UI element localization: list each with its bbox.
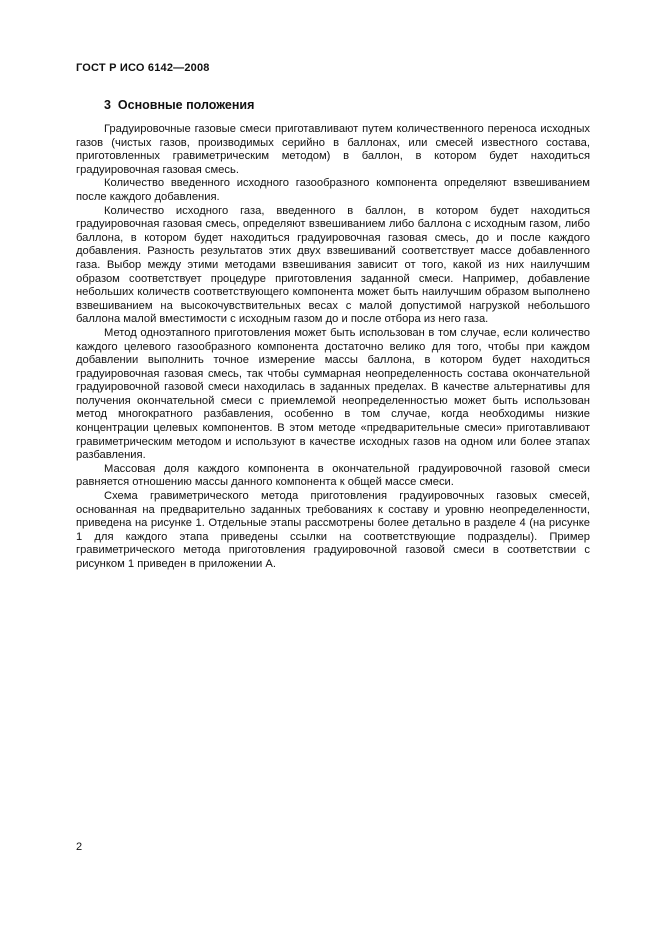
paragraph: Массовая доля каждого компонента в окончательной градуировочной газовой смеси равняется отношению массы данного компонента к общей массе смеси. [76, 462, 590, 489]
page-content [76, 62, 590, 572]
page-number: 2 [76, 841, 83, 853]
body-text [76, 123, 590, 572]
document-header: ГОСТ Р ИСО 6142—2008 [76, 62, 210, 74]
paragraph: Количество введенного исходного газообразного компонента определяют взвешиванием после каждого добавления. [76, 177, 590, 203]
paragraph: Схема гравиметрического метода приготовления градуировочных газовых смесей, основанная на предварительно заданных требованиях к составу и уровню неопределенности, приведена на рисунке 1. Отдельные этапы рассмотрены более детально в разделе 4 (на рисунке 1 для каждого этапа приведены ссылки на соответствующие подразделы). Пример гравиметрического метода приготовления градуировочной газовой смеси в соответствии с рисунком 1 приведен в приложении А. [76, 490, 590, 570]
paragraph: Градуировочные газовые смеси приготавливают путем количественного переноса исходных газов (чистых газов, производимых серийно в баллонах, или смесей известного состава, приготовленных гравиметрическим методом) в баллон, в котором будет находиться градуировочная газовая смесь. [76, 123, 590, 176]
paragraph: Количество исходного газа, введенного в баллон, в котором будет находиться градуировочная газовая смесь, определяют взвешиванием либо баллона с исходным газом, либо баллона, в котором будет находиться градуировочная газовая смесь, до и после каждого добавления. Разность результатов этих двух взвешиваний соответствует массе добавленного газа. Выбор между этими методами взвешивания зависит от того, какой из них наилучшим образом соответствует процедуре приготовления заданной смеси. Например, добавление небольших количеств соответствующего компонента может быть наилучшим образом выполнено взвешиванием на высокочувствительных весах с малой допустимой нагрузкой небольшого баллона малой вместимости с исходным газом до и после отбора из него газа. [76, 204, 590, 326]
paragraph: Метод одноэтапного приготовления может быть использован в том случае, если количество каждого целевого газообразного компонента достаточно велико для того, чтобы при каждом добавлении выполнить точное измерение массы баллона, в котором будет находиться градуировочная газовая смесь, так чтобы суммарная неопределенность состава окончательной градуировочной газовой смеси находилась в заданных пределах. В качестве альтернативы для получения окончательной смеси с приемлемой неопределенностью может быть использован метод многократного разбавления, особенно в том случае, когда необходимы низкие концентрации целевых компонентов. В этом методе «предварительные смеси» приготавливают гравиметрическим методом и используют в качестве исходных газов на одном или более этапах разбавления. [76, 326, 590, 462]
section-heading: 3 Основные положения [104, 98, 255, 112]
